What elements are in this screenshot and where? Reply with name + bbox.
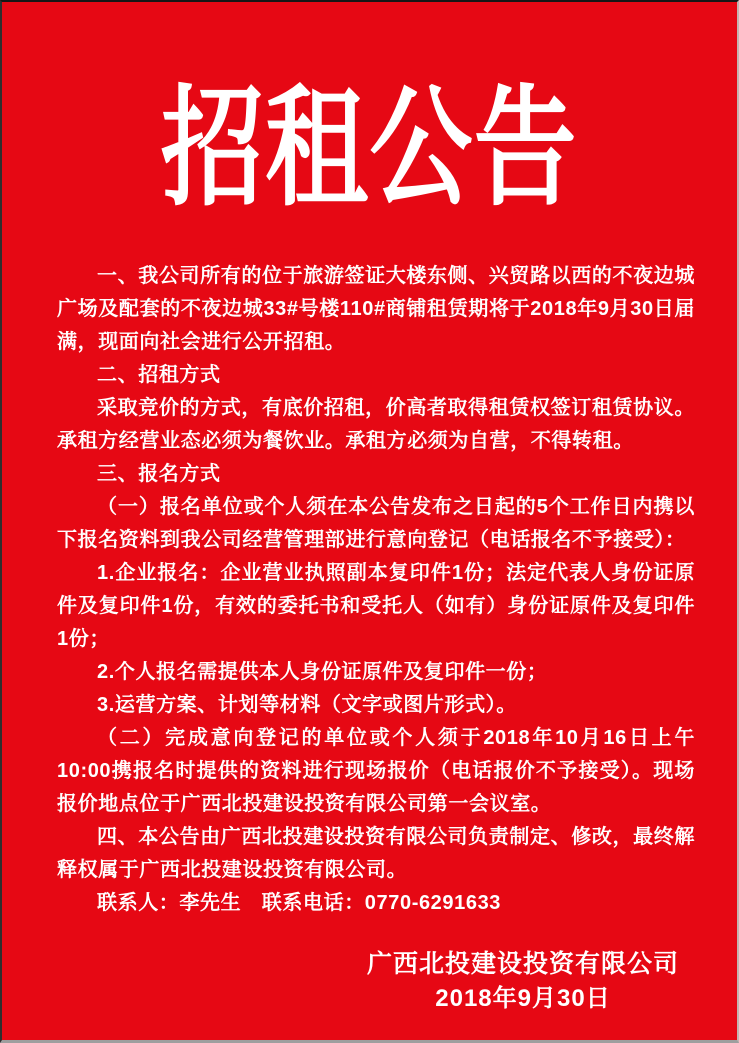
paragraph-section-2-body: 采取竞价的方式，有底价招租，价高者取得租赁权签订租赁协议。承租方经营业态必须为餐饮业。承租方必须为自营，不得转租。 xyxy=(57,397,695,452)
paragraph-requirement-1: 1.企业报名：企业营业执照副本复印件1份；法定代表人身份证原件及复印件1份，有效的委托书和受托人（如有）身份证原件及复印件1份； xyxy=(57,562,695,650)
announcement-body xyxy=(2,260,737,920)
paragraph-requirement-2: 2.个人报名需提供本人身份证原件及复印件一份； xyxy=(97,661,548,683)
paragraph-section-3-item-a: （一）报名单位或个人须在本公告发布之日起的5个工作日内携以下报名资料到我公司经营管理部进行意向登记（电话报名不予接受）： xyxy=(57,496,695,551)
paragraph-requirement-3: 3.运营方案、计划等材料（文字或图片形式）。 xyxy=(97,694,517,716)
contact-line: 联系人：李先生 联系电话：0770-6291633 xyxy=(97,892,502,914)
page-title: 招租公告 xyxy=(160,71,579,224)
signature-date: 2018年9月30日 xyxy=(435,985,611,1012)
signature-block xyxy=(367,946,679,1016)
paragraph-section-4: 四、本公告由广西北投建设投资有限公司负责制定、修改，最终解释权属于广西北投建设投资有限公司。 xyxy=(57,826,695,881)
paragraph-section-3-heading: 三、报名方式 xyxy=(97,463,221,485)
paragraph-section-1: 一、我公司所有的位于旅游签证大楼东侧、兴贸路以西的不夜边城广场及配套的不夜边城33#号楼110#商铺租赁期将于2018年9月30日届满，现面向社会进行公开招租。 xyxy=(57,265,695,353)
signature-company: 广西北投建设投资有限公司 xyxy=(366,950,679,978)
paragraph-section-3-item-b: （二）完成意向登记的单位或个人须于2018年10月16日上午10:00携报名时提供的资料进行现场报价（电话报价不予接受）。现场报价地点位于广西北投建设投资有限公司第一会议室。 xyxy=(57,727,695,815)
paragraph-section-2-heading: 二、招租方式 xyxy=(97,364,221,386)
